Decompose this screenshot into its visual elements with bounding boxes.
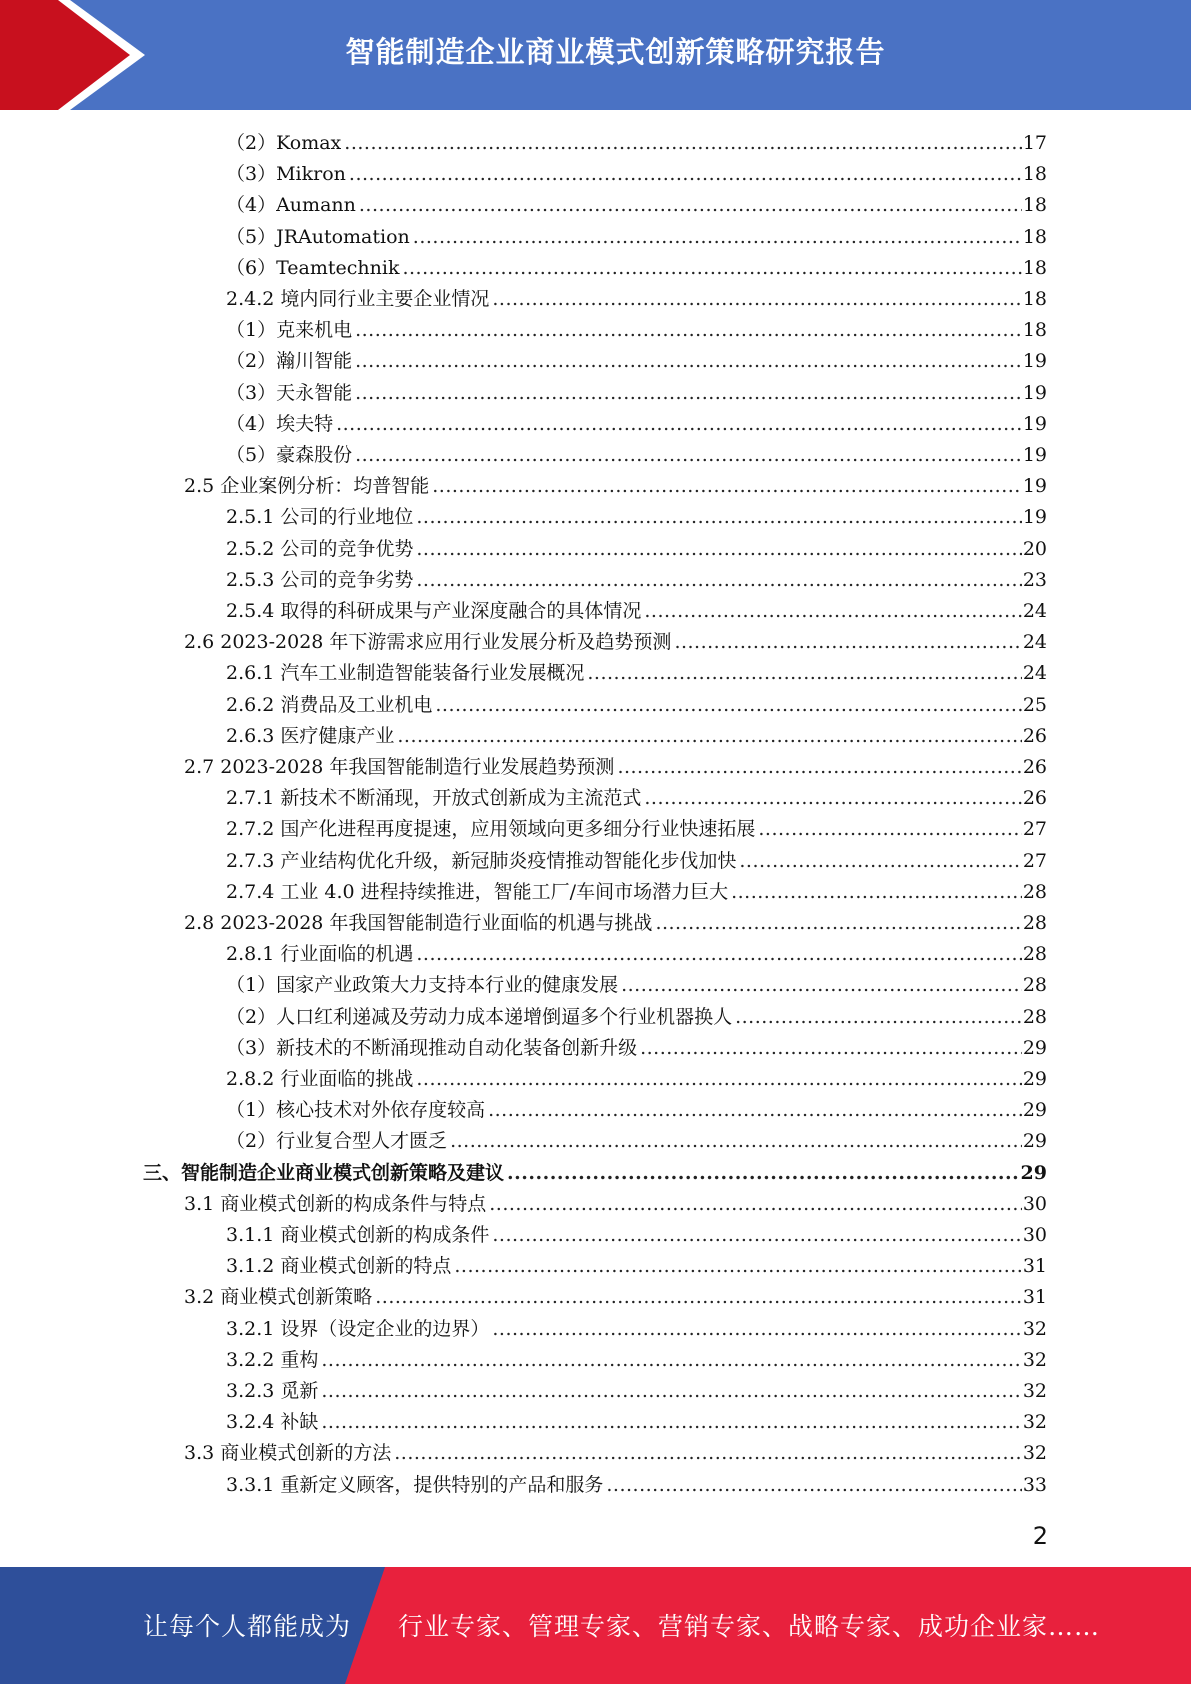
toc-entry-title: 2.6.3 医疗健康产业	[226, 724, 395, 747]
toc-dot-leader	[435, 690, 1021, 721]
toc-entry-page: 23	[1022, 568, 1047, 591]
toc-entry-title: 3.2.1 设界（设定企业的边界）	[226, 1317, 490, 1340]
toc-entry-page: 18	[1022, 163, 1047, 186]
toc-entry-title: 2.7.3 产业结构优化升级，新冠肺炎疫情推动智能化步伐加快	[226, 849, 737, 872]
toc-entry-title: 2.5.2 公司的竞争优势	[226, 537, 414, 560]
toc-entry-page: 19	[1022, 444, 1047, 466]
toc-entry-title: 2.5 企业案例分析：均普智能	[184, 475, 430, 498]
toc-entry-title: （2）Komax	[226, 132, 342, 154]
toc-entry[interactable]	[184, 627, 1047, 658]
toc-entry-title: （5）JRAutomation	[226, 225, 410, 248]
toc-entry-page: 32	[1022, 1442, 1047, 1465]
toc-dot-leader	[450, 1126, 1022, 1157]
toc-entry-title: （2）瀚川智能	[226, 350, 353, 373]
toc-dot-leader	[355, 378, 1022, 409]
toc-entry[interactable]	[184, 1438, 1047, 1469]
toc-entry[interactable]	[226, 1251, 1047, 1282]
toc-entry-page: 33	[1022, 1473, 1047, 1496]
toc-entry[interactable]	[226, 658, 1047, 689]
toc-dot-leader	[655, 908, 1021, 939]
toc-entry-title: （2）行业复合型人才匮乏	[226, 1130, 448, 1153]
toc-entry[interactable]	[226, 1220, 1047, 1251]
page-footer	[0, 1567, 1191, 1684]
toc-dot-leader	[739, 846, 1021, 877]
toc-entry-page: 18	[1022, 194, 1047, 217]
toc-entry-title: 3.1.2 商业模式创新的特点	[226, 1255, 452, 1278]
footer-slogan-left: 让每个人都能成为	[143, 1612, 352, 1641]
toc-entry[interactable]	[226, 315, 1047, 346]
toc-dot-leader	[640, 1033, 1022, 1064]
toc-dot-leader	[492, 284, 1021, 315]
toc-entry[interactable]	[226, 346, 1047, 377]
toc-dot-leader	[355, 315, 1022, 346]
toc-dot-leader	[587, 658, 1021, 689]
toc-entry-title: 2.8.1 行业面临的机遇	[226, 943, 414, 966]
toc-dot-leader	[321, 1407, 1021, 1438]
report-title: 智能制造企业商业模式创新策略研究报告	[345, 35, 886, 69]
toc-entry-title: 2.7.4 工业 4.0 进程持续推进，智能工厂/车间市场潜力巨大	[226, 880, 729, 903]
toc-entry[interactable]	[184, 908, 1047, 939]
toc-entry-page: 32	[1022, 1348, 1047, 1371]
toc-entry-page: 18	[1022, 319, 1047, 342]
toc-entry[interactable]	[226, 846, 1047, 877]
toc-entry-page: 19	[1022, 506, 1047, 529]
toc-entry[interactable]	[226, 534, 1047, 565]
toc-entry[interactable]	[226, 190, 1047, 221]
toc-dot-leader	[349, 159, 1022, 190]
toc-entry[interactable]	[226, 409, 1047, 440]
toc-entry[interactable]	[226, 159, 1047, 190]
toc-dot-leader	[321, 1345, 1021, 1376]
toc-entry-page: 24	[1022, 631, 1047, 654]
toc-entry-title: 2.8 2023-2028 年我国智能制造行业面临的机遇与挑战	[184, 912, 653, 934]
toc-entry-page: 31	[1022, 1286, 1047, 1309]
toc-entry-title: 3.2.3 觅新	[226, 1380, 319, 1402]
toc-entry-title: 3.1.1 商业模式创新的构成条件	[226, 1224, 490, 1246]
toc-entry-page: 27	[1022, 849, 1047, 872]
page-header	[0, 0, 1191, 110]
toc-entry-title: 三、智能制造企业商业模式创新策略及建议	[143, 1161, 505, 1184]
toc-entry[interactable]	[226, 128, 1047, 159]
toc-entry-title: 3.1 商业模式创新的构成条件与特点	[184, 1192, 487, 1215]
toc-entry-page: 31	[1022, 1255, 1047, 1278]
toc-dot-leader	[416, 565, 1021, 596]
toc-entry-title: 2.5.1 公司的行业地位	[226, 506, 414, 529]
toc-entry[interactable]	[226, 1470, 1047, 1501]
toc-dot-leader	[375, 1282, 1022, 1313]
toc-entry[interactable]	[226, 877, 1047, 908]
toc-entry[interactable]	[226, 284, 1047, 315]
toc-entry-title: 3.2.4 补缺	[226, 1411, 319, 1434]
toc-entry-page: 30	[1022, 1224, 1047, 1246]
toc-entry-page: 26	[1022, 756, 1047, 778]
toc-entry[interactable]	[226, 783, 1047, 814]
toc-entry-page: 28	[1022, 974, 1047, 997]
toc-entry[interactable]	[226, 440, 1047, 471]
toc-dot-leader	[359, 190, 1022, 221]
toc-entry-page: 28	[1022, 880, 1047, 903]
toc-entry-page: 24	[1022, 662, 1047, 685]
toc-dot-leader	[416, 534, 1021, 565]
toc-entry-title: 2.6 2023-2028 年下游需求应用行业发展分析及趋势预测	[184, 631, 672, 654]
toc-entry[interactable]	[226, 502, 1047, 533]
toc-entry-page: 19	[1022, 350, 1047, 373]
toc-dot-leader	[344, 128, 1022, 159]
toc-entry-title: 2.6.2 消费品及工业机电	[226, 693, 433, 716]
toc-dot-leader	[432, 471, 1022, 502]
toc-dot-leader	[674, 627, 1021, 658]
toc-dot-leader	[606, 1470, 1021, 1501]
toc-entry[interactable]	[226, 721, 1047, 752]
toc-entry[interactable]	[184, 1282, 1047, 1313]
toc-dot-leader	[416, 939, 1021, 970]
toc-entry-page: 17	[1022, 132, 1047, 154]
toc-entry-page: 29	[1022, 1099, 1047, 1122]
toc-entry[interactable]	[226, 222, 1047, 253]
toc-dot-leader	[488, 1095, 1022, 1126]
toc-entry[interactable]	[226, 1126, 1047, 1157]
toc-entry-page: 29	[1022, 1068, 1047, 1090]
toc-entry-title: 2.6.1 汽车工业制造智能装备行业发展概况	[226, 662, 585, 685]
toc-dot-leader	[355, 440, 1022, 471]
toc-dot-leader	[644, 783, 1021, 814]
toc-entry[interactable]	[226, 378, 1047, 409]
toc-entry[interactable]	[226, 690, 1047, 721]
toc-entry-title: 3.2 商业模式创新策略	[184, 1286, 373, 1309]
toc-entry-page: 25	[1022, 693, 1047, 716]
toc-entry-title: （1）国家产业政策大力支持本行业的健康发展	[226, 974, 619, 997]
toc-dot-leader	[416, 502, 1021, 533]
toc-entry[interactable]	[184, 471, 1047, 502]
toc-entry-page: 18	[1022, 288, 1047, 310]
toc-entry-title: （3）新技术的不断涌现推动自动化装备创新升级	[226, 1036, 638, 1059]
toc-entry-title: （6）Teamtechnik	[226, 256, 400, 279]
toc-entry[interactable]	[226, 596, 1047, 627]
toc-entry[interactable]	[226, 814, 1047, 845]
toc-dot-leader	[321, 1376, 1021, 1407]
toc-dot-leader	[336, 409, 1022, 440]
toc-entry-page: 32	[1022, 1317, 1047, 1340]
toc-entry-title: （3）Mikron	[226, 163, 346, 186]
toc-entry[interactable]	[226, 1376, 1047, 1407]
toc-entry-title: （2）人口红利递减及劳动力成本递增倒逼多个行业机器换人	[226, 1005, 733, 1028]
toc-dot-leader	[397, 721, 1021, 752]
toc-entry-page: 19	[1022, 381, 1047, 404]
toc-entry[interactable]	[143, 1158, 1047, 1189]
toc-dot-leader	[489, 1189, 1022, 1220]
toc-entry-page: 32	[1022, 1380, 1047, 1402]
toc-entry-title: 2.8.2 行业面临的挑战	[226, 1068, 414, 1090]
toc-entry[interactable]	[226, 1314, 1047, 1345]
toc-entry-title: 2.5.4 取得的科研成果与产业深度融合的具体情况	[226, 600, 642, 622]
toc-entry[interactable]	[226, 1064, 1047, 1095]
toc-entry[interactable]	[226, 1095, 1047, 1126]
toc-entry-title: 2.7.2 国产化进程再度提速，应用领域向更多细分行业快速拓展	[226, 818, 756, 841]
toc-entry[interactable]	[226, 1407, 1047, 1438]
toc-dot-leader	[413, 222, 1022, 253]
toc-entry-title: 2.7 2023-2028 年我国智能制造行业发展趋势预测	[184, 756, 615, 778]
toc-entry[interactable]	[226, 565, 1047, 596]
toc-entry[interactable]	[226, 253, 1047, 284]
toc-entry[interactable]	[226, 1345, 1047, 1376]
toc-dot-leader	[492, 1220, 1021, 1251]
toc-dot-leader	[758, 814, 1021, 845]
toc-entry-page: 32	[1022, 1411, 1047, 1434]
toc-entry-page: 18	[1022, 256, 1047, 279]
toc-entry-title: （3）天永智能	[226, 381, 353, 404]
toc-dot-leader	[492, 1314, 1021, 1345]
toc-entry-page: 24	[1022, 600, 1047, 622]
toc-dot-leader	[402, 253, 1021, 284]
toc-entry[interactable]	[226, 1002, 1047, 1033]
toc-entry-title: （4）埃夫特	[226, 412, 334, 435]
toc-dot-leader	[394, 1438, 1022, 1469]
toc-entry-page: 19	[1022, 412, 1047, 435]
toc-dot-leader	[355, 346, 1022, 377]
toc-entry-page: 28	[1022, 943, 1047, 966]
toc-dot-leader	[416, 1064, 1021, 1095]
toc-dot-leader	[507, 1158, 1020, 1189]
toc-dot-leader	[735, 1002, 1022, 1033]
toc-entry[interactable]	[226, 970, 1047, 1001]
toc-entry-page: 26	[1022, 724, 1047, 747]
toc-dot-leader	[644, 596, 1021, 627]
toc-entry-page: 29	[1022, 1036, 1047, 1059]
toc-entry-title: （5）豪森股份	[226, 444, 353, 466]
toc-entry-page: 30	[1022, 1192, 1047, 1215]
toc-entry-page: 20	[1022, 537, 1047, 560]
toc-entry-title: 3.3.1 重新定义顾客，提供特别的产品和服务	[226, 1473, 604, 1496]
toc-entry[interactable]	[226, 1033, 1047, 1064]
toc-entry-title: 3.2.2 重构	[226, 1348, 319, 1371]
toc-entry-page: 18	[1022, 225, 1047, 248]
toc-entry-title: （1）克来机电	[226, 319, 353, 342]
toc-entry[interactable]	[226, 939, 1047, 970]
toc-entry-page: 28	[1022, 912, 1047, 934]
toc-entry-page: 27	[1022, 818, 1047, 841]
toc-entry-page: 28	[1022, 1005, 1047, 1028]
toc-entry-page: 19	[1022, 475, 1047, 498]
toc-entry-page: 29	[1022, 1130, 1047, 1153]
toc-entry-page: 29	[1020, 1161, 1047, 1184]
toc-entry-page: 26	[1022, 787, 1047, 810]
toc-entry-title: 2.5.3 公司的竞争劣势	[226, 568, 414, 591]
toc-dot-leader	[454, 1251, 1021, 1282]
footer-slogan-right: 行业专家、管理专家、营销专家、战略专家、成功企业家……	[398, 1612, 1101, 1641]
toc-dot-leader	[621, 970, 1022, 1001]
page-number: 2	[1032, 1522, 1048, 1550]
toc-entry-title: （1）核心技术对外依存度较高	[226, 1099, 486, 1122]
toc-dot-leader	[731, 877, 1022, 908]
toc-entry[interactable]	[184, 752, 1047, 783]
toc-entry-title: 2.7.1 新技术不断涌现，开放式创新成为主流范式	[226, 787, 642, 810]
toc-entry-title: （4）Aumann	[226, 194, 356, 217]
toc-entry-title: 2.4.2 境内同行业主要企业情况	[226, 288, 490, 310]
toc-dot-leader	[617, 752, 1021, 783]
toc-entry[interactable]	[184, 1189, 1047, 1220]
toc-entry-title: 3.3 商业模式创新的方法	[184, 1442, 392, 1465]
